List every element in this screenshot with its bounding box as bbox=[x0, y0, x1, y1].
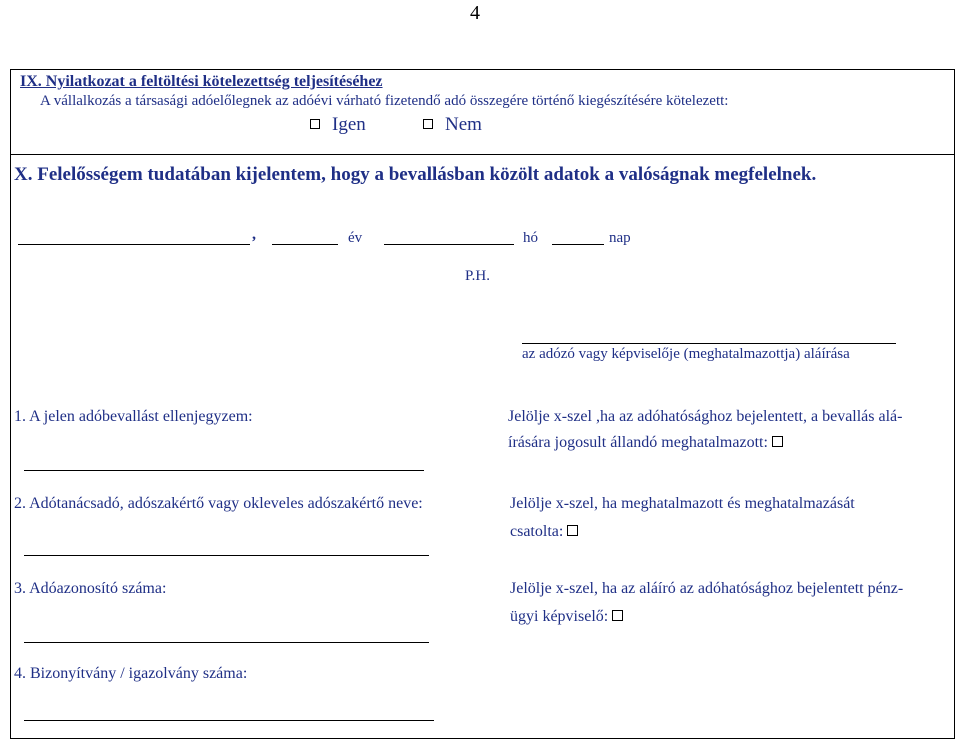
section-divider bbox=[10, 154, 955, 155]
item1-field[interactable] bbox=[24, 470, 424, 471]
item2-checkbox[interactable] bbox=[567, 525, 578, 536]
item2-label: 2. Adótanácsadó, adószakértő vagy okleveles adószakértő neve: bbox=[14, 495, 423, 512]
page-number: 4 bbox=[470, 2, 480, 24]
item2-note-line1: Jelölje x-szel, ha meghatalmazott és meghatalmazását bbox=[510, 495, 855, 512]
no-option[interactable] bbox=[423, 114, 482, 136]
item3-label: 3. Adóazonosító száma: bbox=[14, 580, 167, 597]
item1-note-line2 bbox=[508, 434, 783, 452]
day-label: nap bbox=[609, 230, 631, 246]
item2-note-line2 bbox=[510, 523, 578, 541]
item1-note-line1: Jelölje x-szel ,ha az adóhatósághoz bejelentett, a bevallás alá- bbox=[508, 408, 903, 425]
month-field[interactable] bbox=[384, 244, 514, 245]
section9-title: IX. Nyilatkozat a feltöltési kötelezettség teljesítéséhez bbox=[20, 73, 383, 90]
section10-title: X. Felelősségem tudatában kijelentem, hogy a bevallásban közölt adatok a valóságnak megfelelnek. bbox=[14, 164, 817, 185]
date-comma: , bbox=[252, 226, 256, 243]
item2-field[interactable] bbox=[24, 555, 429, 556]
month-label: hó bbox=[523, 230, 538, 246]
item4-field[interactable] bbox=[24, 720, 434, 721]
item1-note-text: írására jogosult állandó meghatalmazott: bbox=[508, 434, 768, 451]
item3-checkbox[interactable] bbox=[612, 610, 623, 621]
day-field[interactable] bbox=[552, 244, 604, 245]
item3-note-line2 bbox=[510, 608, 623, 626]
seal-label: P.H. bbox=[465, 268, 491, 284]
item3-note-text: ügyi képviselő: bbox=[510, 608, 609, 625]
yes-label: Igen bbox=[332, 114, 366, 135]
item3-field[interactable] bbox=[24, 642, 429, 643]
year-label: év bbox=[348, 230, 363, 246]
no-label: Nem bbox=[445, 114, 482, 135]
signature-field[interactable] bbox=[522, 343, 896, 344]
item1-label: 1. A jelen adóbevallást ellenjegyzem: bbox=[14, 408, 253, 425]
signature-caption: az adózó vagy képviselője (meghatalmazottja) aláírása bbox=[522, 346, 850, 362]
item3-note-line1: Jelölje x-szel, ha az aláíró az adóhatósághoz bejelentett pénz- bbox=[510, 580, 904, 597]
yes-checkbox[interactable] bbox=[310, 119, 320, 129]
year-field[interactable] bbox=[272, 244, 338, 245]
place-field[interactable] bbox=[18, 244, 250, 245]
no-checkbox[interactable] bbox=[423, 119, 433, 129]
item2-note-text: csatolta: bbox=[510, 523, 564, 540]
yes-option[interactable] bbox=[310, 114, 366, 136]
item1-checkbox[interactable] bbox=[772, 436, 783, 447]
item4-label: 4. Bizonyítvány / igazolvány száma: bbox=[14, 665, 248, 682]
section9-question: A vállalkozás a társasági adóelőlegnek az adóévi várható fizetendő adó összegére történő kiegészítésére kötelezett: bbox=[40, 93, 729, 109]
